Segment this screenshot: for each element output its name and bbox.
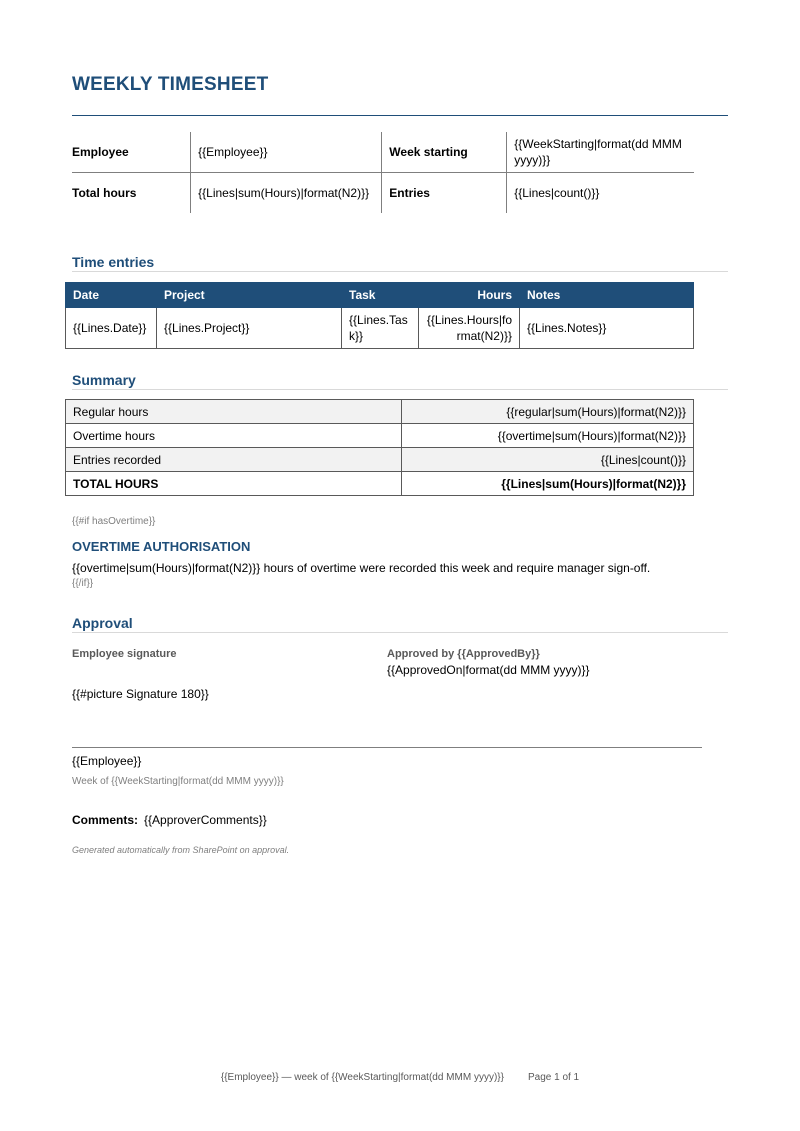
week-starting-label: Week starting	[382, 132, 507, 173]
column-header-hours: Hours	[419, 283, 520, 308]
summary-value: {{Lines|count()}}	[402, 448, 694, 472]
time-entries-header-row	[66, 283, 694, 308]
table-row	[66, 308, 694, 349]
summary-value: {{regular|sum(Hours)|format(N2)}}	[402, 400, 694, 424]
summary-table	[65, 399, 694, 496]
employee-label: Employee	[72, 132, 191, 173]
approved-by-label: Approved by {{ApprovedBy}}	[387, 648, 540, 660]
info-row-2	[72, 173, 694, 214]
total-hours-label: Total hours	[72, 186, 137, 200]
summary-label: Entries recorded	[66, 448, 402, 472]
time-entries-table	[65, 282, 694, 349]
footer-page-number: Page 1 of 1	[527, 1072, 580, 1083]
footer-text: {{Employee}} — week of {{WeekStarting|format(dd MMM yyyy)}}	[220, 1072, 504, 1083]
comments-line	[72, 813, 267, 827]
column-header-project: Project	[157, 283, 342, 308]
time-entries-heading: Time entries	[72, 254, 155, 270]
entries-value: {{Lines|count()}}	[507, 173, 694, 214]
overtime-heading: OVERTIME AUTHORISATION	[72, 539, 251, 554]
cell-hours: {{Lines.Hours|format(N2)}}	[419, 308, 520, 349]
generated-note: Generated automatically from SharePoint on approval.	[72, 845, 290, 855]
approval-heading: Approval	[72, 615, 133, 631]
cell-date: {{Lines.Date}}	[66, 308, 157, 349]
summary-row-regular	[66, 400, 694, 424]
time-entries-divider	[72, 271, 728, 272]
cell-project: {{Lines.Project}}	[157, 308, 342, 349]
summary-heading: Summary	[72, 372, 136, 388]
approval-divider	[72, 632, 728, 633]
summary-value: {{overtime|sum(Hours)|format(N2)}}	[402, 424, 694, 448]
total-hours-value: {{Lines|sum(Hours)|format(N2)}}	[191, 173, 382, 214]
summary-row-entries	[66, 448, 694, 472]
summary-label: Overtime hours	[66, 424, 402, 448]
column-header-notes: Notes	[520, 283, 694, 308]
approved-on-value: {{ApprovedOn|format(dd MMM yyyy)}}	[387, 663, 590, 677]
signature-picture-tag: {{#picture Signature 180}}	[72, 687, 209, 701]
employee-value: {{Employee}}	[191, 132, 382, 173]
summary-label: TOTAL HOURS	[66, 472, 402, 496]
info-row-1	[72, 132, 694, 173]
comments-label: Comments:	[72, 813, 139, 827]
summary-divider	[72, 389, 728, 390]
entries-label: Entries	[382, 173, 507, 214]
overtime-if-tag: {{#if hasOvertime}}	[72, 516, 156, 527]
cell-task: {{Lines.Task}}	[342, 308, 419, 349]
week-starting-value: {{WeekStarting|format(dd MMM yyyy)}}	[507, 132, 694, 173]
title-divider	[72, 115, 728, 116]
signature-week-of: Week of {{WeekStarting|format(dd MMM yyyy)}}	[72, 776, 284, 787]
comments-value: {{ApproverComments}}	[144, 813, 267, 827]
summary-label: Regular hours	[66, 400, 402, 424]
signature-employee-name: {{Employee}}	[72, 754, 142, 768]
overtime-end-tag: {{/if}}	[72, 578, 94, 589]
summary-row-total	[66, 472, 694, 496]
document-title: WEEKLY TIMESHEET	[72, 74, 269, 95]
overtime-text: {{overtime|sum(Hours)|format(N2)}} hours of overtime were recorded this week and require manager sign-off.	[72, 561, 651, 575]
signature-line	[72, 747, 702, 748]
summary-value: {{Lines|sum(Hours)|format(N2)}}	[402, 472, 694, 496]
cell-notes: {{Lines.Notes}}	[520, 308, 694, 349]
employee-signature-label: Employee signature	[72, 648, 177, 660]
page-footer	[0, 1072, 800, 1083]
header-info-table	[72, 132, 694, 213]
column-header-date: Date	[66, 283, 157, 308]
column-header-task: Task	[342, 283, 419, 308]
summary-row-overtime	[66, 424, 694, 448]
